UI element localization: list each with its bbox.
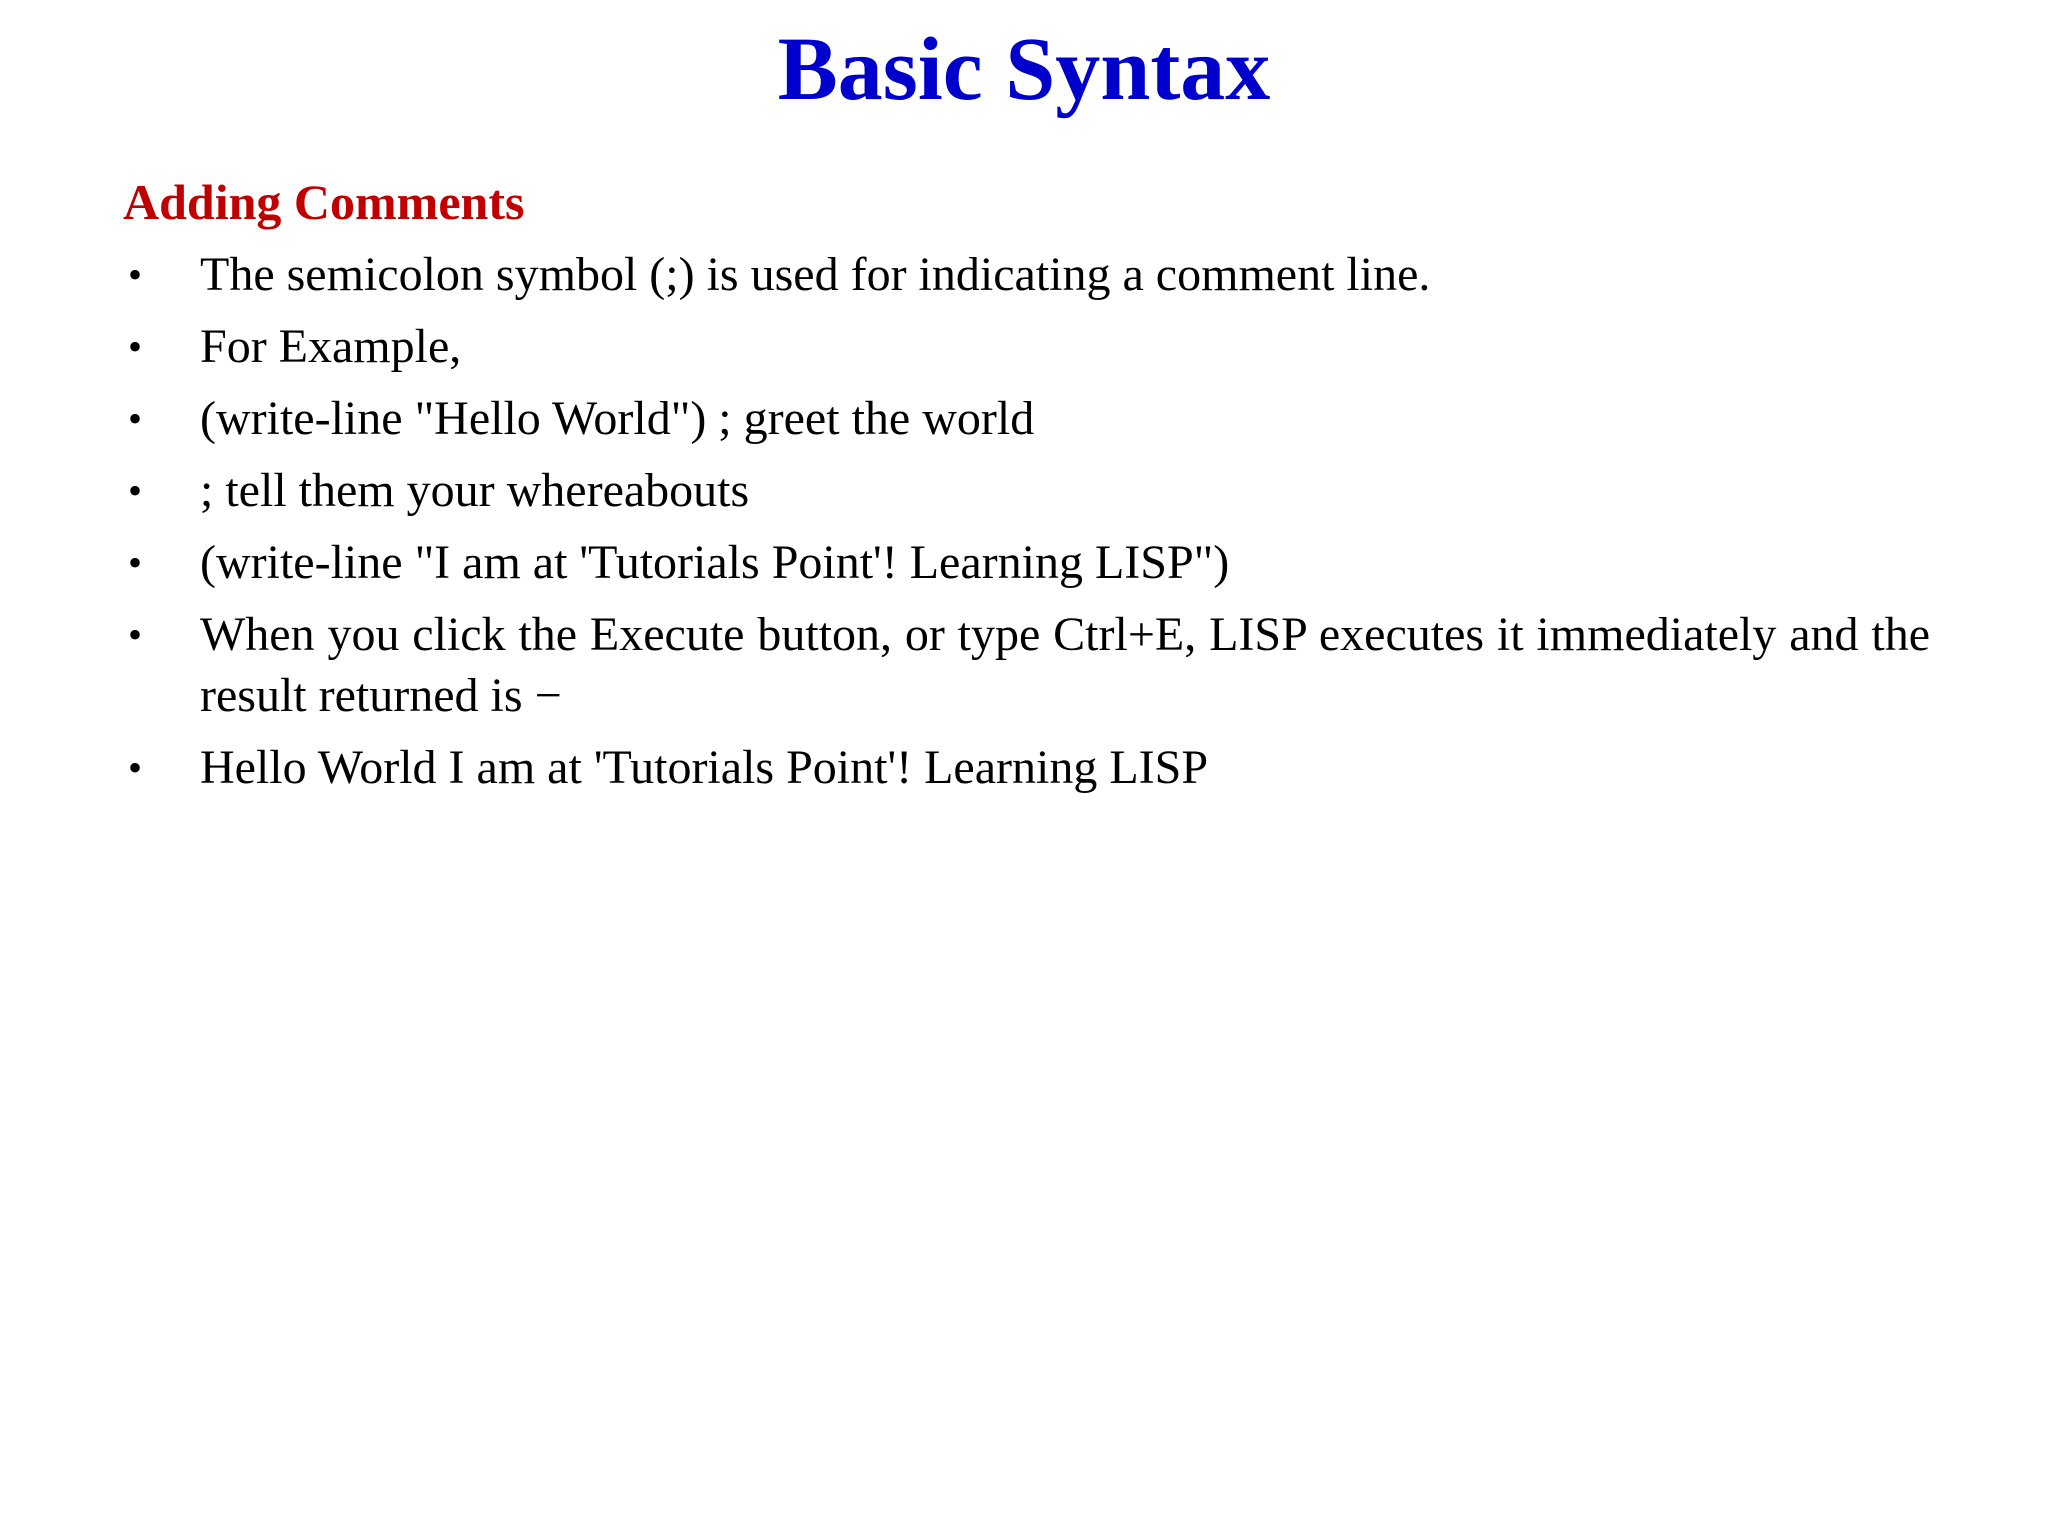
bullet-text: (write-line "Hello World") ; greet the world <box>200 392 1035 445</box>
bullet-item <box>0 244 1930 305</box>
bullet-icon: • <box>128 612 143 657</box>
bullet-list <box>0 244 2048 809</box>
bullet-text: ; tell them your whereabouts <box>200 464 750 517</box>
bullet-item <box>0 532 1930 593</box>
bullet-text: The semicolon symbol (;) is used for indicating a comment line. <box>200 248 1431 301</box>
bullet-icon: • <box>128 745 143 790</box>
bullet-text: When you click the Execute button, or type Ctrl+E, LISP executes it immediately and the result returned is − <box>200 608 1930 722</box>
slide-title: Basic Syntax <box>777 20 1271 119</box>
bullet-icon: • <box>128 252 143 297</box>
bullet-icon: • <box>128 324 143 369</box>
section-heading: Adding Comments <box>123 174 525 230</box>
bullet-icon: • <box>128 396 143 441</box>
bullet-icon: • <box>128 540 143 585</box>
bullet-text: Hello World I am at 'Tutorials Point'! Learning LISP <box>200 741 1209 794</box>
bullet-item <box>0 604 1930 726</box>
bullet-item <box>0 316 1930 377</box>
bullet-text: For Example, <box>200 320 462 373</box>
bullet-icon: • <box>128 468 143 513</box>
bullet-text: (write-line "I am at 'Tutorials Point'! Learning LISP") <box>200 536 1230 589</box>
bullet-item <box>0 388 1930 449</box>
bullet-item <box>0 737 1930 798</box>
bullet-item <box>0 460 1930 521</box>
